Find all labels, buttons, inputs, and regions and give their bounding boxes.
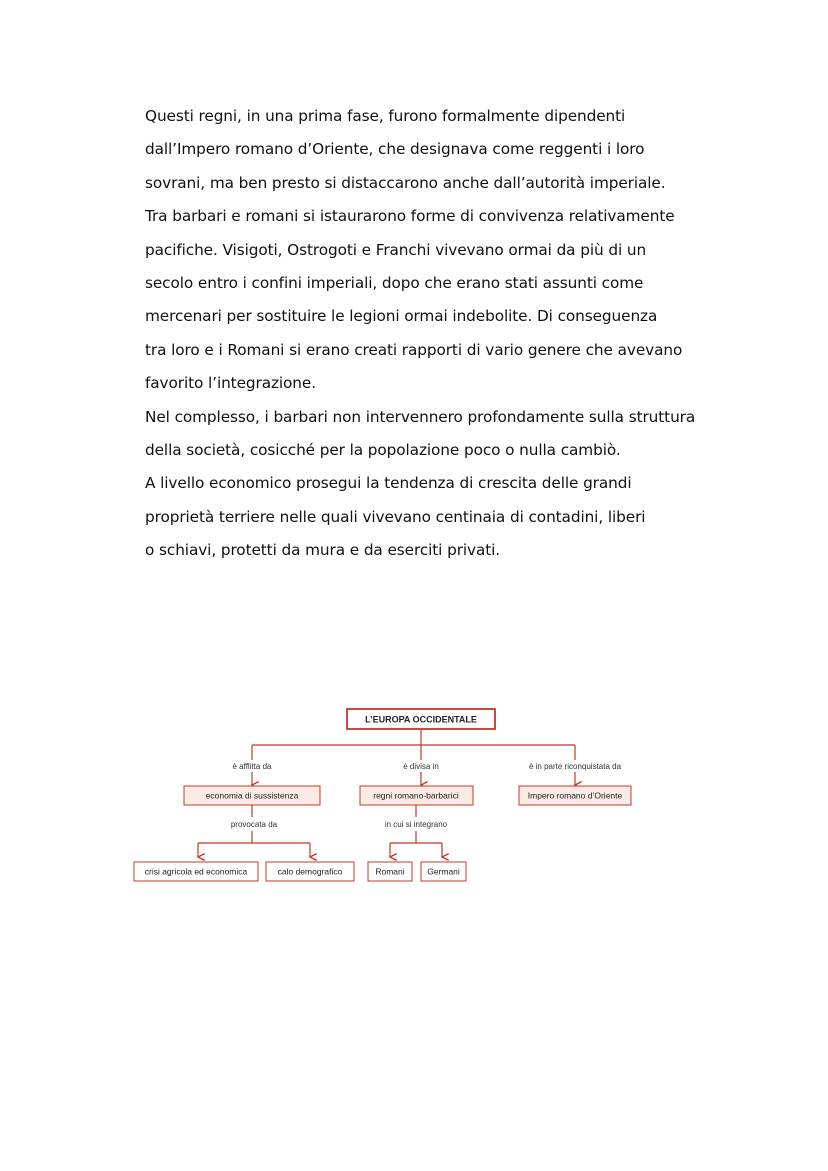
text-line: Questi regni, in una prima fase, furono formalmente dipendenti	[145, 107, 626, 125]
text-line: pacifiche. Visigoti, Ostrogoti e Franchi vivevano ormai da più di un	[145, 240, 647, 259]
text-line: secolo entro i confini imperiali, dopo che erano stati assunti come	[145, 273, 644, 292]
text-line: dall’Impero romano d’Oriente, che designava come reggenti i loro	[145, 140, 645, 159]
node-economia: economia di sussistenza	[205, 790, 299, 801]
text-line: o schiavi, protetti da mura e da eserciti privati.	[145, 541, 501, 560]
text-line: Nel complesso, i barbari non intervennero profondamente sulla struttura	[145, 407, 696, 426]
text-line: favorito l’integrazione.	[145, 374, 316, 393]
node-impero: Impero romano d’Oriente	[527, 790, 623, 801]
text-line: proprietà terriere nelle quali vivevano centinaia di contadini, liberi	[145, 507, 646, 526]
branch-label: è afflitta da	[232, 762, 272, 771]
node-crisi: crisi agricola ed economica	[144, 866, 248, 877]
map-title: L’EUROPA OCCIDENTALE	[365, 714, 477, 725]
text-line: sovrani, ma ben presto si distaccarono anche dall’autorità imperiale.	[145, 173, 666, 192]
branch-label: è divisa in	[403, 762, 439, 771]
branch-label: in cui si integrano	[384, 820, 448, 829]
text-line: della società, cosicché per la popolazione poco o nulla cambiò.	[145, 440, 621, 459]
node-germani: Germani	[427, 866, 460, 877]
text-line: A livello economico prosegui la tendenza di crescita delle grandi	[145, 474, 632, 493]
node-regni: regni romano-barbarici	[373, 790, 459, 801]
text-line: mercenari per sostituire le legioni ormai indebolite. Di conseguenza	[145, 307, 658, 326]
branch-label: provocata da	[230, 820, 278, 829]
node-romani: Romani	[375, 866, 405, 877]
branch-label: è in parte riconquistata da	[528, 762, 622, 771]
text-line: Tra barbari e romani si istaurarono forme di convivenza relativamente	[145, 207, 675, 226]
node-calo: calo demografico	[277, 866, 343, 877]
text-line: tra loro e i Romani si erano creati rapporti di vario genere che avevano	[145, 340, 683, 359]
